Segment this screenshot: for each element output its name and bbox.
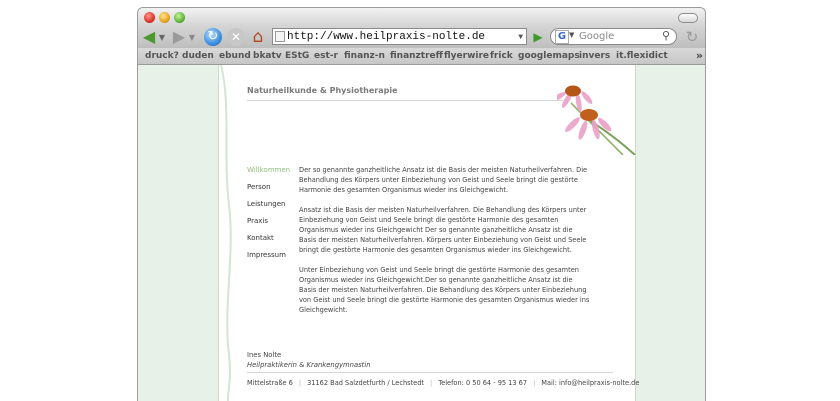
bookmark-item[interactable]: finanztreff xyxy=(390,51,443,61)
bookmark-item[interactable]: est-r xyxy=(314,51,338,61)
nav-item-praxis[interactable]: Praxis xyxy=(247,217,268,225)
content-paragraph: Ansatz ist die Basis der meisten Naturheilverfahren. Die Behandlung des Körpers unter Einbeziehung von Geist und Seele bringt die gestörte Harmonie des gesamten Organismus wieder ins Gleichgewicht Der so genannte ganzheitliche Ansatz ist die Basis der meisten Naturheilverfahren. Körpers unter Einbeziehung von Geist und Seele bringt die gestörte Harmonie des gesamten Organismus wieder ins Gleichgewicht. xyxy=(299,206,587,254)
title-bar[interactable] xyxy=(138,8,705,27)
footer-divider xyxy=(247,372,613,373)
forward-history-dropdown-icon[interactable]: ▼ xyxy=(188,33,196,42)
close-window-button[interactable] xyxy=(144,12,155,23)
footer-street: Mittelstraße 6 xyxy=(247,379,293,387)
website-page xyxy=(218,65,640,401)
main-content xyxy=(299,165,591,325)
nav-item-leistungen[interactable]: Leistungen xyxy=(247,200,286,208)
nav-item-kontakt[interactable]: Kontakt xyxy=(247,234,274,242)
owner-name: Ines Nolte xyxy=(247,351,282,359)
zoom-window-button[interactable] xyxy=(174,12,185,23)
page-icon xyxy=(275,31,285,42)
back-history-dropdown-icon[interactable]: ▼ xyxy=(158,33,166,42)
home-icon[interactable]: ⌂ xyxy=(252,27,264,47)
toolbar-toggle-button[interactable] xyxy=(678,13,698,23)
address-bar[interactable] xyxy=(272,28,527,45)
bookmarks-overflow-icon[interactable]: » xyxy=(695,49,703,62)
decorative-curve xyxy=(219,65,239,401)
bookmark-item[interactable]: frick xyxy=(490,51,513,61)
stop-icon[interactable]: ✕ xyxy=(227,28,245,46)
nav-item-person[interactable]: Person xyxy=(247,183,271,191)
address-bar-url: http://www.heilpraxis-nolte.de xyxy=(287,31,486,43)
coneflower-icon xyxy=(557,79,637,155)
footer-address xyxy=(247,379,640,387)
search-engine-dropdown-icon[interactable]: ▼ xyxy=(569,31,575,39)
forward-arrow-icon[interactable]: ▶ xyxy=(172,27,186,46)
back-arrow-icon[interactable]: ◀ xyxy=(142,27,156,46)
main-navigation xyxy=(247,165,307,267)
footer-separator: | xyxy=(533,379,536,387)
nav-item-willkommen[interactable]: Willkommen xyxy=(247,166,291,174)
bookmark-item[interactable]: duden xyxy=(182,51,214,61)
go-arrow-icon[interactable]: ▶ xyxy=(533,30,543,44)
content-paragraph: Der so genannte ganzheitliche Ansatz ist die Basis der meisten Naturheilverfahren. Die Behandlung des Körpers unter Einbeziehung von Geist und Seele bringt die gestörte Harmonie des gesamten Organismus wieder ins Gleichgewicht. xyxy=(299,166,588,194)
bookmark-item[interactable]: finanz-n xyxy=(344,51,385,61)
bookmark-item[interactable]: googlemaps xyxy=(518,51,580,61)
site-title: Naturheilkunde & Physiotherapie xyxy=(247,86,398,95)
bookmark-item[interactable]: flyerwire xyxy=(444,51,490,61)
navigation-toolbar xyxy=(138,27,705,48)
search-placeholder: Google xyxy=(579,31,615,42)
content-paragraph: Unter Einbeziehung von Geist und Seele bringt die gestörte Harmonie des gesamten Organismus wieder ins Gleichgewicht.Der so genannte ganzheitliche Ansatz ist die Basis der meisten Naturheilverfahren. Die Behandlung des Körpers unter Einbeziehung von Geist und Seele bringt die gestörte Harmonie des gesamten Organismus wieder ins Gleichgewicht. xyxy=(299,266,590,314)
bookmark-item[interactable]: EStG xyxy=(285,51,310,61)
minimize-window-button[interactable] xyxy=(159,12,170,23)
bookmark-item[interactable]: ebund xyxy=(219,51,251,61)
title-divider xyxy=(247,100,563,101)
nav-item-impressum[interactable]: Impressum xyxy=(247,251,286,259)
bookmark-item[interactable]: bkatv xyxy=(253,51,282,61)
activity-indicator-icon: ↻ xyxy=(685,28,699,46)
bookmark-item[interactable]: druck? xyxy=(145,51,179,61)
bookmarks-bar xyxy=(138,48,705,65)
footer-phone: Telefon: 0 50 64 - 95 13 67 xyxy=(438,379,528,387)
page-viewport xyxy=(138,65,705,401)
browser-window xyxy=(137,7,706,401)
footer-mail[interactable]: Mail: info@heilpraxis-nolte.de xyxy=(541,379,640,387)
bookmark-item[interactable]: invers xyxy=(579,51,611,61)
address-dropdown-icon[interactable]: ▼ xyxy=(518,33,523,42)
search-engine-icon[interactable]: G xyxy=(555,30,569,44)
owner-role: Heilpraktikerin & Krankengymnastin xyxy=(247,361,371,369)
reload-icon[interactable]: ↻ xyxy=(204,28,222,46)
search-field[interactable] xyxy=(550,28,677,45)
footer-city: 31162 Bad Salzdetfurth / Lechstedt xyxy=(307,379,425,387)
footer-separator: | xyxy=(298,379,302,387)
footer-separator: | xyxy=(430,379,433,387)
magnifier-icon[interactable]: ⚲ xyxy=(661,29,670,42)
bookmark-item[interactable]: it.flexidict xyxy=(616,51,668,61)
